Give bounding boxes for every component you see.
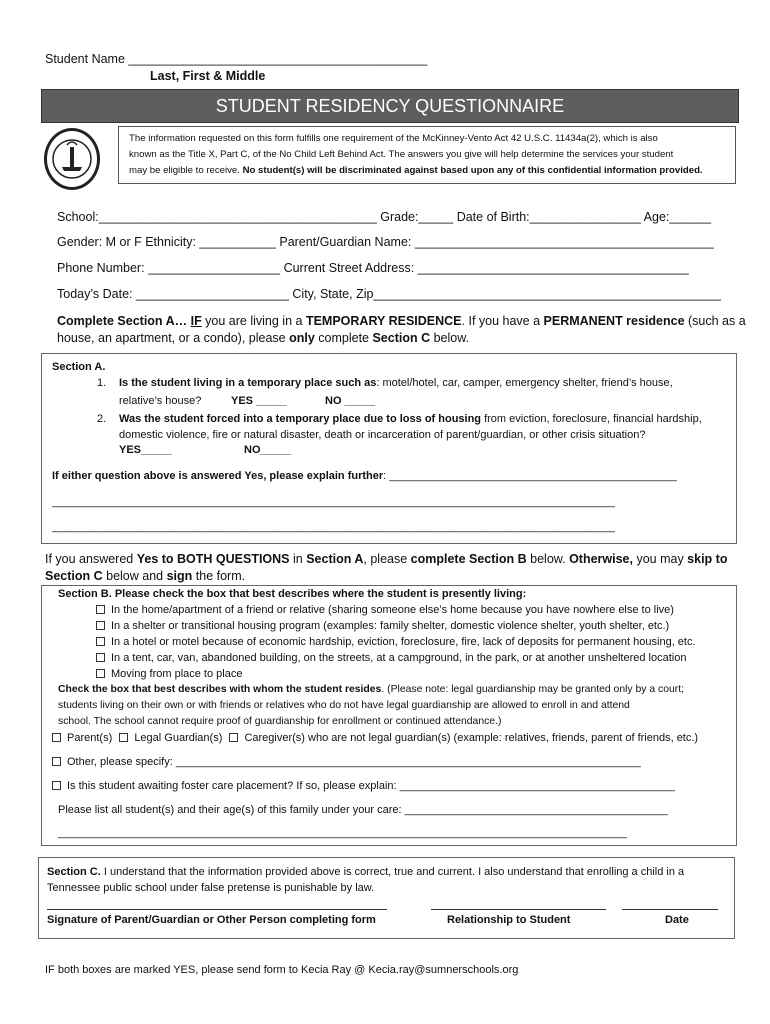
q1-no-field[interactable]: NO _____ <box>325 395 376 407</box>
q2-line-2: domestic violence, fire or natural disaster, death or incarceration of parent/guardian, or other crisis situation? <box>119 429 646 441</box>
who-parent-label: Parent(s) <box>67 732 113 744</box>
q2-text <box>119 413 702 425</box>
caregiver-checkbox[interactable] <box>229 733 238 742</box>
student-name-hint: Last, First & Middle <box>150 69 266 83</box>
instr-l2b: only <box>289 331 315 345</box>
instr-p1: Complete Section A… <box>57 314 191 328</box>
section-a-heading: Section A. <box>52 361 106 373</box>
instr-p4: TEMPORARY RESIDENCE <box>305 314 462 328</box>
resides-line-2: students living on their own or with friends or relatives who do not have legal guardianship are allowed to enroll in and attend <box>58 700 630 711</box>
instructions-line-2 <box>57 331 469 345</box>
between-a7: below. <box>526 552 570 566</box>
date-label: Date <box>665 914 689 926</box>
foster-label: Is this student awaiting foster care placement? If so, please explain: _____________________________________________ <box>67 780 675 792</box>
date-line[interactable] <box>622 909 718 910</box>
intro-line-3-bold: No student(s) will be discriminated against based upon any of this confidential information provided. <box>242 165 703 176</box>
option-label: In the home/apartment of a friend or relative (sharing someone else’s home because you have nowhere else to live) <box>111 604 674 616</box>
instr-p6: PERMANENT residence <box>543 314 685 328</box>
q1-rest: : motel/hotel, car, camper, emergency shelter, friend’s house, <box>376 377 673 389</box>
instr-p2: IF <box>190 314 202 328</box>
q1-bold: Is the student living in a temporary place such as <box>119 377 377 389</box>
explain-blank-1[interactable]: ____________________________________________________________________________________________ <box>52 496 615 508</box>
instr-p7: (such as a <box>684 314 746 328</box>
intro-line-3-text: may be eligible to receive. <box>129 165 243 176</box>
between-line-2 <box>45 569 245 583</box>
option-label: In a tent, car, van, abandoned building, on the streets, at a campground, in the park, or at another unsheltered location <box>111 652 687 664</box>
between-a1: If you answered <box>45 552 137 566</box>
who-guardian-label: Legal Guardian(s) <box>134 732 223 744</box>
option-unsheltered[interactable] <box>96 652 686 664</box>
list-students-blank[interactable]: _____________________________________________________________________________________________ <box>58 827 627 839</box>
who-caregiver-label: Caregiver(s) who are not legal guardian(s) (example: relatives, friends, parent of friends, etc.) <box>244 732 699 744</box>
checkbox[interactable] <box>96 605 105 614</box>
field-row-school[interactable]: School:________________________________________ Grade:_____ Date of Birth:________________ Age:______ <box>57 210 712 224</box>
field-row-phone[interactable]: Phone Number: ___________________ Current Street Address: _______________________________________ <box>57 261 689 275</box>
section-c-text-1 <box>47 866 684 878</box>
instr-l2a: house, an apartment, or a condo), please <box>57 331 290 345</box>
parent-checkbox[interactable] <box>52 733 61 742</box>
intro-box <box>118 126 736 184</box>
between-a9: you may <box>632 552 688 566</box>
between-a4: Section A <box>306 552 364 566</box>
between-a10: skip to <box>687 552 728 566</box>
option-label: Moving from place to place <box>111 668 243 680</box>
resides-line-1 <box>58 684 684 695</box>
other-label: Other, please specify: ____________________________________________________________________________ <box>67 756 641 768</box>
between-a6: complete Section B <box>410 552 527 566</box>
q1-line-2: relative’s house? <box>119 395 202 407</box>
instr-l2c: complete <box>314 331 373 345</box>
intro-line-2: known as the Title X, Part C, of the No Child Left Behind Act. The answers you give will help determine the services your student <box>129 149 674 160</box>
q2-rest: from eviction, foreclosure, financial hardship, <box>481 413 702 425</box>
between-b2: below and <box>102 569 167 583</box>
relationship-line[interactable] <box>431 909 606 910</box>
between-b3: sign <box>166 569 193 583</box>
between-a5: , please <box>363 552 411 566</box>
resides-rest: . (Please note: legal guardianship may be granted only by a court; <box>381 684 685 695</box>
option-moving[interactable] <box>96 668 242 680</box>
checkbox[interactable] <box>96 669 105 678</box>
intro-line-3 <box>129 163 725 179</box>
q2-number: 2. <box>97 413 107 425</box>
option-label: In a shelter or transitional housing program (examples: family shelter, domestic violence shelter, youth shelter, etc.) <box>111 620 670 632</box>
explain-line[interactable] <box>52 470 677 482</box>
resides-bold: Check the box that best describes with whom the student resides <box>58 684 382 695</box>
q2-no-field[interactable]: NO_____ <box>244 444 292 456</box>
between-a8: Otherwise, <box>569 552 633 566</box>
school-seal-icon <box>44 128 100 190</box>
section-c-heading: Section C. <box>47 866 101 878</box>
explain-bold: If either question above is answered Yes, please explain further <box>52 470 384 482</box>
q2-yes-field[interactable]: YES_____ <box>119 444 172 456</box>
instructions-line-1 <box>57 314 746 328</box>
checkbox[interactable] <box>96 637 105 646</box>
between-a2: Yes to BOTH QUESTIONS <box>136 552 290 566</box>
section-b-heading: Section B. Please check the box that best describes where the student is presently living: <box>58 588 527 600</box>
field-row-gender[interactable]: Gender: M or F Ethnicity: ___________ Parent/Guardian Name: ___________________________________________ <box>57 235 714 249</box>
between-b1: Section C <box>45 569 103 583</box>
student-name-label: Student Name ___________________________________________ <box>45 52 428 66</box>
option-label: In a hotel or motel because of economic hardship, eviction, foreclosure, fire, lack of deposits for permanent housing, etc. <box>111 636 696 648</box>
q2-bold: Was the student forced into a temporary place due to loss of housing <box>119 413 482 425</box>
option-shelter[interactable] <box>96 620 669 632</box>
resides-line-3: school. The school cannot require proof of guardianship for enrollment or continued attendance.) <box>58 716 502 727</box>
who-row <box>52 732 698 744</box>
section-c-text1: I understand that the information provided above is correct, true and current. I also understand that enrolling a child in a <box>100 866 685 878</box>
option-hotel-motel[interactable] <box>96 636 696 648</box>
signature-label: Signature of Parent/Guardian or Other Person completing form <box>47 914 376 926</box>
option-friend-relative[interactable] <box>96 604 674 616</box>
list-students-field[interactable]: Please list all student(s) and their age(s) of this family under your care: ___________________________________________ <box>58 804 668 816</box>
other-row[interactable] <box>52 756 641 768</box>
foster-checkbox[interactable] <box>52 781 61 790</box>
relationship-label: Relationship to Student <box>447 914 571 926</box>
signature-line[interactable] <box>47 909 387 910</box>
checkbox[interactable] <box>96 653 105 662</box>
footer-note: IF both boxes are marked YES, please send form to Kecia Ray @ Kecia.ray@sumnerschools.org <box>45 964 519 976</box>
between-line-1 <box>45 552 727 566</box>
checkbox[interactable] <box>96 621 105 630</box>
q1-text <box>119 377 673 389</box>
q1-number: 1. <box>97 377 107 389</box>
instr-p5: . If you have a <box>461 314 544 328</box>
section-c-text-2: Tennessee public school under false pretense is punishable by law. <box>47 882 375 894</box>
between-a3: in <box>289 552 307 566</box>
instr-l2e: below. <box>430 331 470 345</box>
field-row-date[interactable]: Today’s Date: ______________________ City, State, Zip__________________________________________________ <box>57 287 722 301</box>
foster-row[interactable] <box>52 780 675 792</box>
explain-blank-2[interactable]: ____________________________________________________________________________________________ <box>52 521 615 533</box>
between-b4: the form. <box>192 569 246 583</box>
guardian-checkbox[interactable] <box>119 733 128 742</box>
explain-rest: : _______________________________________________ <box>383 470 677 482</box>
instr-p3: you are living in a <box>201 314 306 328</box>
instr-l2d: Section C <box>372 331 431 345</box>
intro-line-1: The information requested on this form fulfills one requirement of the McKinney-Vento Act 42 U.S.C. 11434a(2), which is also <box>129 133 658 144</box>
page-title: STUDENT RESIDENCY QUESTIONNAIRE <box>41 89 739 123</box>
q1-yes-field[interactable]: YES _____ <box>231 395 287 407</box>
other-checkbox[interactable] <box>52 757 61 766</box>
